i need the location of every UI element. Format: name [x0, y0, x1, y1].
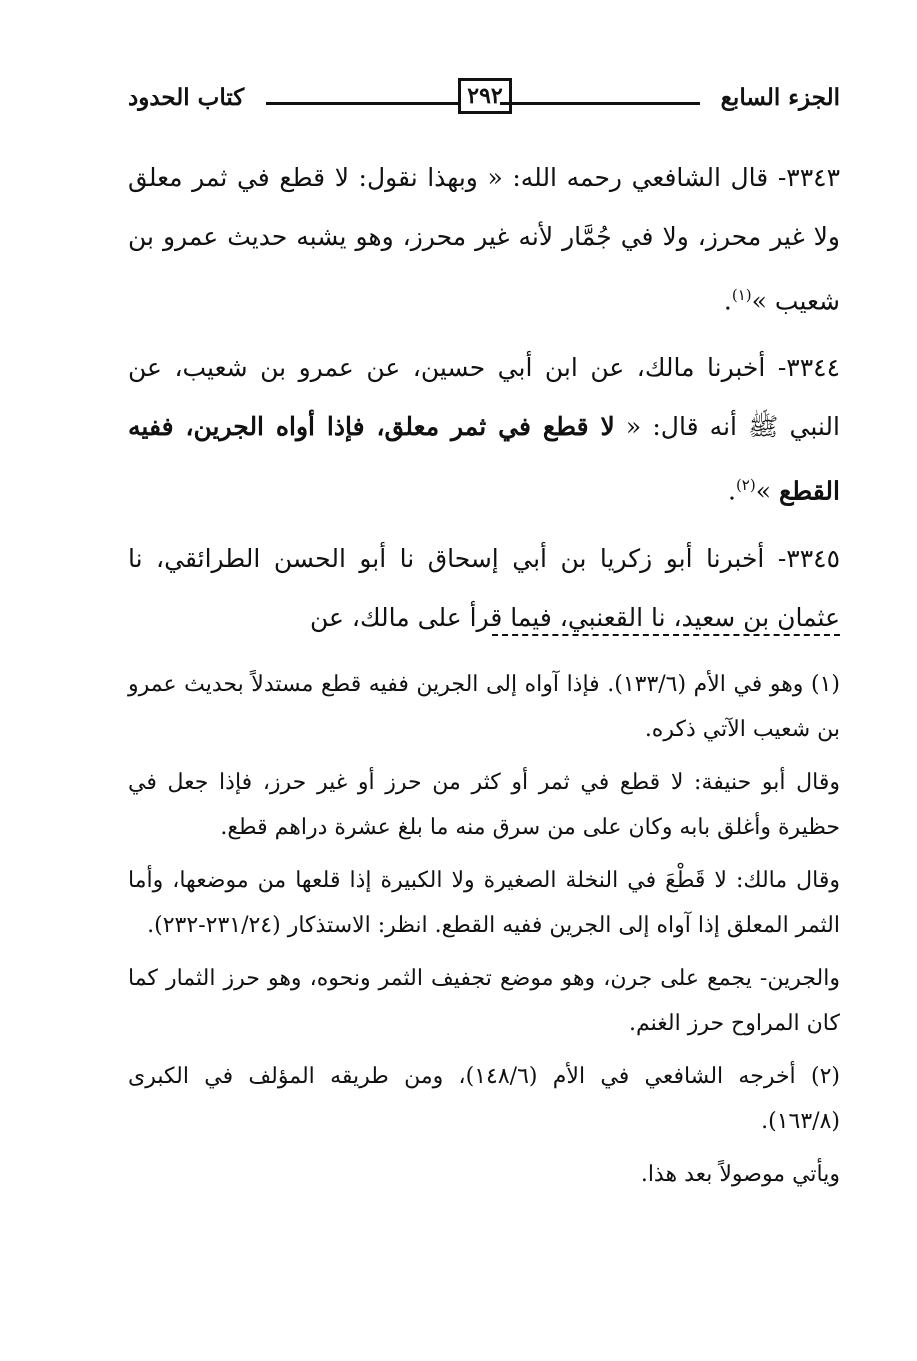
book-title: كتاب الحدود — [128, 84, 245, 111]
footnote-1-para-4: والجرين- يجمع على جرن، وهو موضع تجفيف الثمر ونحوه، وهو حرز الثمار كما كان المراوح حرز الغنم. — [128, 966, 840, 1036]
punctuation: . — [723, 286, 732, 316]
running-header — [128, 78, 840, 122]
footnote-ref: (٢) — [735, 476, 756, 495]
footnote-2 — [128, 1054, 840, 1144]
footnote-marker: (١) — [810, 672, 840, 697]
punctuation: . — [727, 476, 736, 506]
footnotes — [128, 662, 840, 1205]
hadith-number: ٣٣٤٥- — [777, 543, 840, 573]
hadith-3343 — [128, 148, 840, 330]
footnote-separator — [492, 634, 840, 636]
header-rule-left — [266, 102, 460, 105]
footnote-2-para-2: ويأتي موصولاً بعد هذا. — [640, 1162, 840, 1187]
hadith-3344 — [128, 338, 840, 520]
hadith-3345 — [128, 529, 840, 647]
main-text — [128, 148, 840, 655]
hadith-text: أخبرنا مالك، عن ابن أبي حسين، عن عمرو بن شعيب، عن النبي ﷺ أنه قال: « — [128, 353, 840, 442]
footnote-text: وهو في الأم (١٣٣/٦). فإذا آواه إلى الجرين ففيه قطع مستدلاً بحديث عمرو بن شعيب الآتي ذكره. — [128, 672, 840, 742]
footnote-1-para-2: وقال أبو حنيفة: لا قطع في ثمر أو كثر من حرز أو غير حرز، فإذا جعل في حظيرة وأغلق بابه وكان على من سرق منه ما بلغ عشرة دراهم قطع. — [128, 770, 840, 840]
hadith-text: قال الشافعي رحمه الله: « وبهذا نقول: لا قطع في ثمر معلق ولا غير محرز، ولا في جُمَّار لأنه غير محرز، وهو يشبه حديث عمرو بن شعيب » — [128, 163, 840, 316]
page-number: ٢٩٢ — [458, 78, 512, 114]
hadith-matn: لا قطع في ثمر معلق، فإذا أواه الجرين، ففيه القطع — [128, 412, 840, 506]
volume-label: الجزء السابع — [720, 84, 840, 111]
hadith-text: أخبرنا أبو زكريا بن أبي إسحاق نا أبو الحسن الطرائقي، نا عثمان بن سعيد، نا القعنبي، فيما قرأ على مالك، عن — [128, 543, 840, 632]
hadith-number: ٣٣٤٣- — [777, 163, 840, 192]
footnote-text: أخرجه الشافعي في الأم (١٤٨/٦)، ومن طريقه المؤلف في الكبرى (١٦٣/٨). — [128, 1064, 840, 1134]
footnote-1-para-3: وقال مالك: لا قَطْعَ في النخلة الصغيرة ولا الكبيرة إذا قلعها من موضعها، وأما الثمر المعلق إذا آواه إلى الجرين ففيه القطع. انظر: الاستذكار (٢٣١/٢٤-٢٣٢). — [128, 868, 840, 938]
closing-quote: » — [755, 476, 772, 506]
footnote-marker: (٢) — [810, 1064, 840, 1089]
footnote-ref: (١) — [731, 286, 752, 304]
hadith-number: ٣٣٤٤- — [777, 353, 840, 383]
footnote-1 — [128, 662, 840, 752]
header-rule-right — [500, 102, 700, 105]
